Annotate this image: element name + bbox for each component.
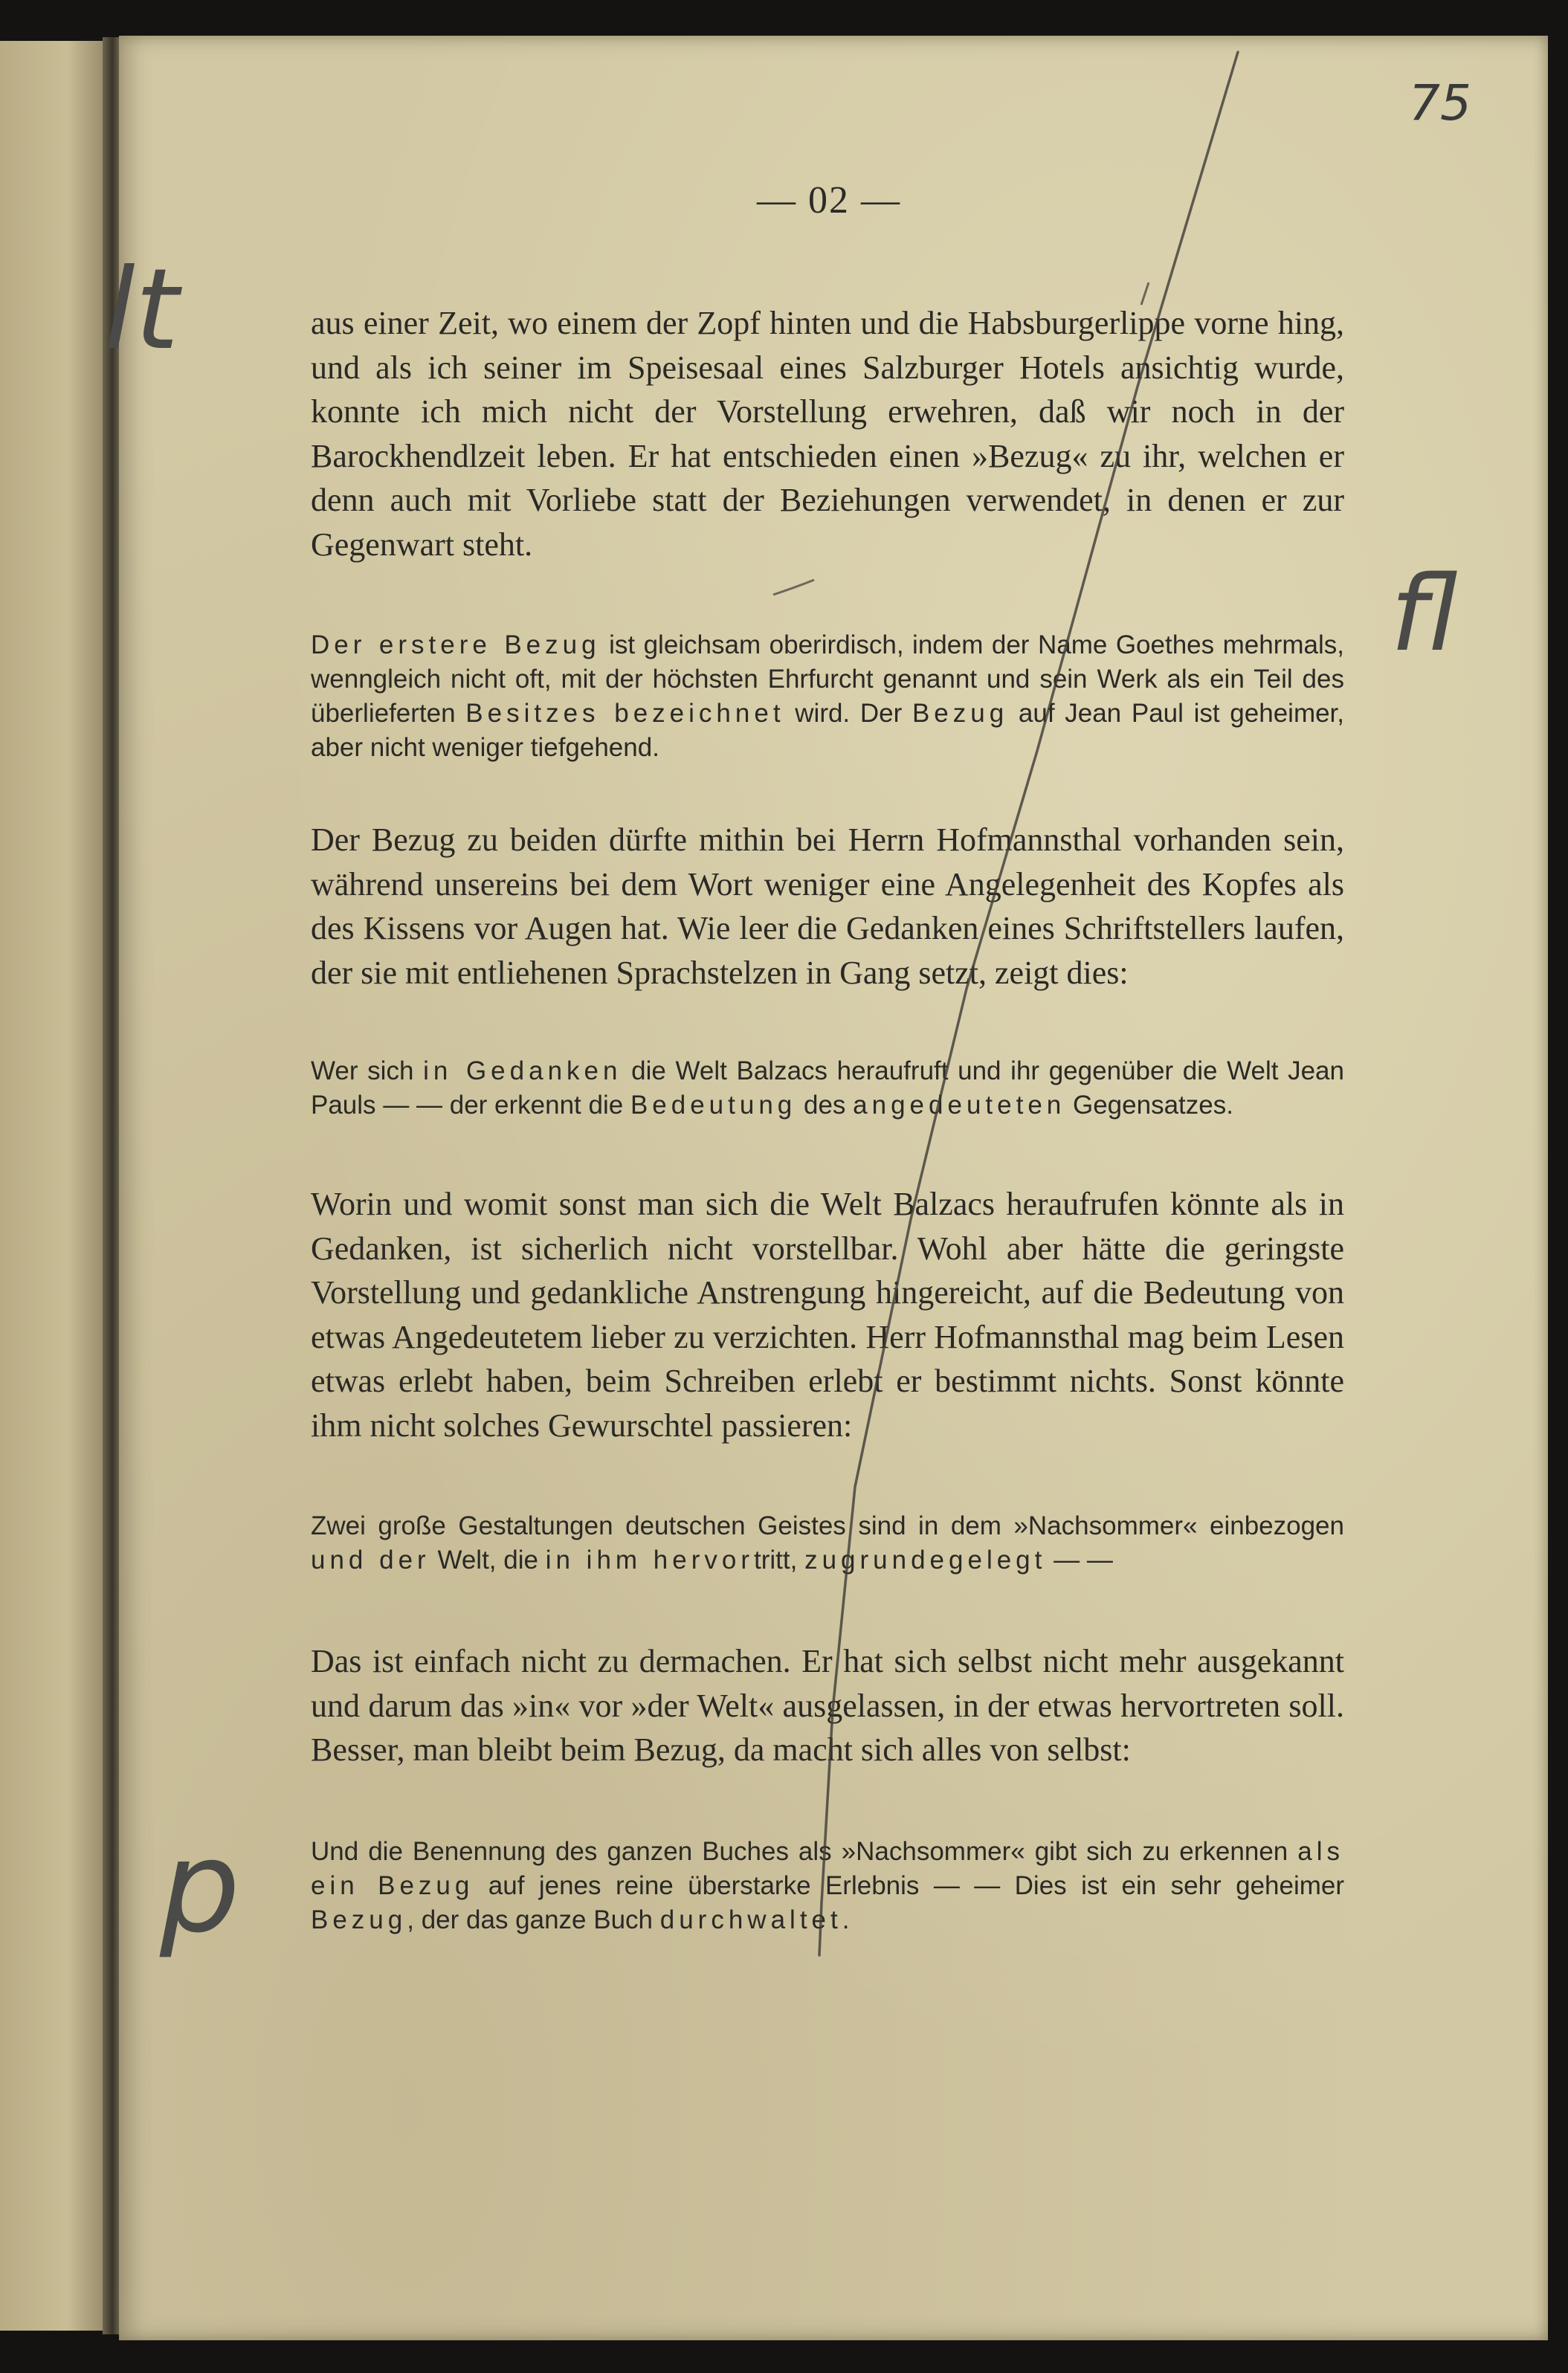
quote-text: tritt, xyxy=(754,1546,805,1575)
quote-text: , der das ganze Buch xyxy=(407,1905,660,1934)
quote-text: auf Jean Paul ist geheimer, aber nicht weniger tiefgehend. xyxy=(311,699,1345,762)
quote-text: auf jenes reine überstarke Erlebnis — — Dies ist ein sehr geheimer xyxy=(474,1871,1345,1900)
spaced-text: Bezug xyxy=(912,699,1009,728)
quote-text: — — xyxy=(1046,1546,1113,1575)
paragraph-2: Der Bezug zu beiden dürfte mithin bei Herrn Hofmannsthal vorhanden sein, während unsereins bei dem Wort weniger eine Angelegenheit des Kopfes als des Kissens vor Augen hat. Wie leer die Gedanken eines Schriftstellers laufen, der sie mit entliehenen Sprachstelzen in Gang setzt, zeigt dies: xyxy=(311,821,1344,991)
spaced-text: Bedeutung xyxy=(630,1091,797,1120)
quote-text: Und die Benennung des ganzen Buches als »Nachsommer« gibt sich zu erkennen xyxy=(311,1837,1298,1866)
quote-text: Zwei große Gestaltungen deutschen Geistes sind in dem »Nachsommer« einbezogen xyxy=(311,1511,1344,1540)
paragraph-3: Worin und womit sonst man sich die Welt Balzacs heraufrufen könnte als in Gedanken, ist sicherlich nicht vorstellbar. Wohl aber hätte die geringste Vorstellung und gedankliche Anstrengung hingereicht, auf die Bedeutung von etwas Angedeutetem lieber zu verzichten. Herr Hofmannsthal mag beim Lesen etwas erlebt haben, beim Schreiben erlebt er bestimmt nichts. Sonst könnte ihm nicht solches Gewurschtel passieren: xyxy=(311,1186,1344,1444)
spaced-text: in ihm hervor xyxy=(545,1546,754,1575)
page-number: — 02 — xyxy=(757,179,901,222)
quote-text: des xyxy=(796,1091,854,1120)
quote-text: Wer sich xyxy=(311,1056,424,1085)
spaced-text: Der erstere Bezug xyxy=(311,630,601,659)
spaced-text: und der xyxy=(311,1546,430,1575)
quote-text: wird. Der xyxy=(784,699,912,728)
spaced-text: durchwaltet xyxy=(659,1905,842,1934)
quote-text: ist gleichsam oberirdisch, indem der Name Goethes mehrmals, wenngleich nicht oft, mit der höchsten Ehrfurcht genannt und sein Werk als ein Teil des überlieferten xyxy=(311,630,1344,728)
spaced-text: als ein Bezug xyxy=(311,1837,1344,1900)
paragraph-1: aus einer Zeit, wo einem der Zopf hinten und die Habsburgerlippe vorne hing, und als ich seiner im Speisesaal eines Salzburger Hotels ansichtig wurde, konnte ich mich nicht der Vorstellung erwehren, daß wir noch in der Barockhendlzeit leben. Er hat entschieden einen »Bezug« zu ihr, welchen er denn auch mit Vorliebe statt der Beziehungen verwendet, in denen er zur Gegenwart steht. xyxy=(311,305,1344,563)
quote-text: die Welt Balzacs heraufruft und ihr gegenüber die Welt Jean Pauls — — der erkennt die xyxy=(311,1056,1344,1120)
spaced-text: in Gedanken xyxy=(423,1056,622,1085)
spaced-text: Besitzes bezeichnet xyxy=(465,699,785,728)
quote-text: Welt, die xyxy=(430,1546,546,1575)
margin-note-left-bottom: p xyxy=(160,1814,240,1961)
margin-note-right: fl xyxy=(1390,554,1458,675)
spaced-text: angedeuteten xyxy=(853,1091,1066,1120)
paragraph-4: Das ist einfach nicht zu dermachen. Er hat sich selbst nicht mehr ausgekannt und darum das »in« vor »der Welt« ausgelassen, in der etwas hervortreten soll. Besser, man bleibt beim Bezug, da macht sich alles von selbst: xyxy=(311,1643,1344,1768)
spaced-text: zugrundegelegt xyxy=(804,1546,1047,1575)
quote-text: Gegensatzes. xyxy=(1065,1091,1233,1120)
handwritten-folio-number: 75 xyxy=(1409,74,1471,132)
spaced-text: Bezug xyxy=(311,1905,407,1934)
quote-text: . xyxy=(842,1905,850,1934)
margin-note-left-top: lt xyxy=(104,245,179,375)
